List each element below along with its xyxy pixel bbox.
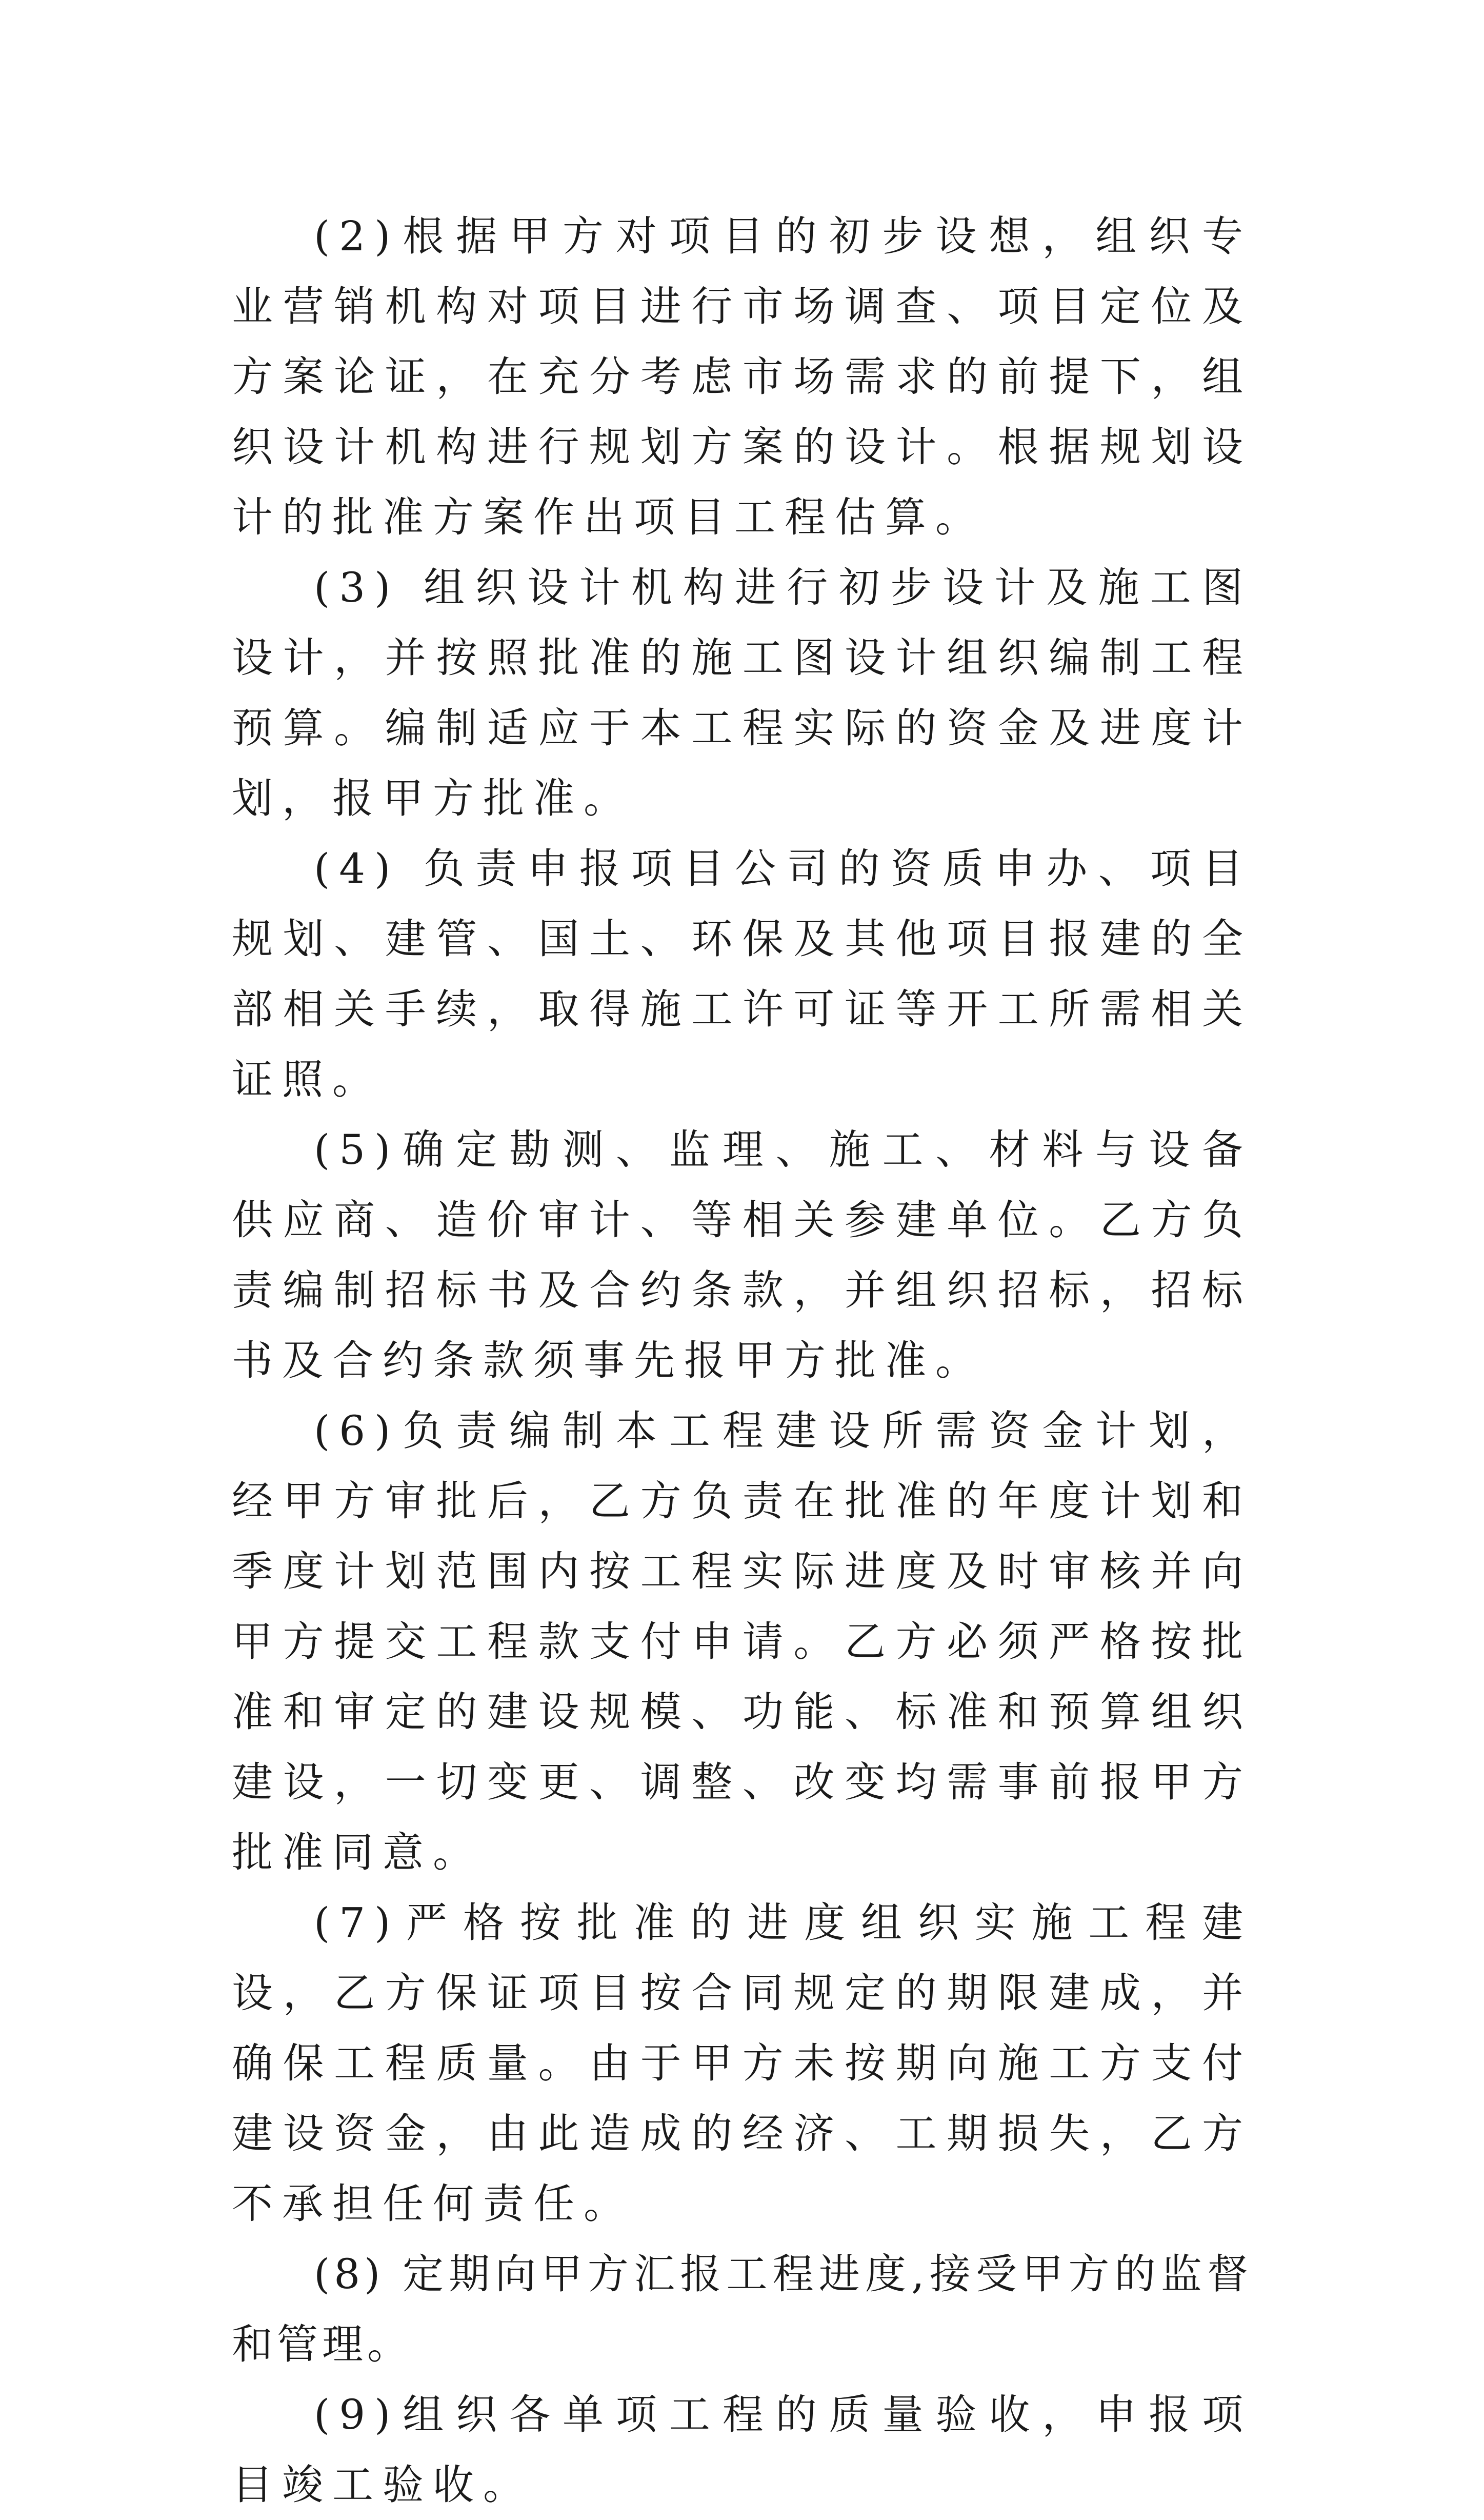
paragraph-7: (7)严格按批准的进度组织实施工程建设，乙方保证项目按合同规定的期限建成，并确保工程质量。由于甲方未按期向施工方支付建设资金，由此造成的经济、工期损失，乙方不承担任何责任。 xyxy=(232,1899,1252,2228)
paragraph-2: (2)根据甲方对项目的初步设想，组织专业营销机构对项目进行市场调查、项目定位及方案论证，在充分考虑市场需求的前提下，组织设计机构进行规划方案的设计。根据规划设计的批准方案作出项目工程估算。 xyxy=(232,212,1252,541)
paragraph-5: (5)确定勘测、监理、施工、材料与设备供应商、造价审计、等相关参建单位。乙方负责编制招标书及合约条款，并组织招标，招标书及合约条款须事先报甲方批准。 xyxy=(232,1126,1252,1384)
paragraph-9: (9)组织各单项工程的质量验收，申报项目竣工验收。 xyxy=(232,2391,1252,2509)
paragraph-6: (6)负责编制本工程建设所需资金计划，经甲方审批后，乙方负责在批准的年度计划和季度计划范围内按工程实际进度及时审核并向甲方提交工程款支付申请。乙方必须严格按批准和审定的建设规模、功能、标准和预算组织建设，一切变更、调整、改变均需事前报甲方批准同意。 xyxy=(232,1407,1252,1876)
paragraph-4: (4) 负责申报项目公司的资质申办、项目规划、建管、国土、环保及其他项目报建的全部相关手续，取得施工许可证等开工所需相关证照。 xyxy=(232,845,1252,1103)
document-body xyxy=(232,201,1252,2520)
paragraph-3: (3) 组织设计机构进行初步设计及施工图设计，并按照批准的施工图设计组织编制工程预算。编制适应于本工程实际的资金及进度计划，报甲方批准。 xyxy=(232,564,1252,822)
paragraph-8: (8) 定期向甲方汇报工程进度,接受甲方的监督和管理。 xyxy=(232,2250,1252,2368)
